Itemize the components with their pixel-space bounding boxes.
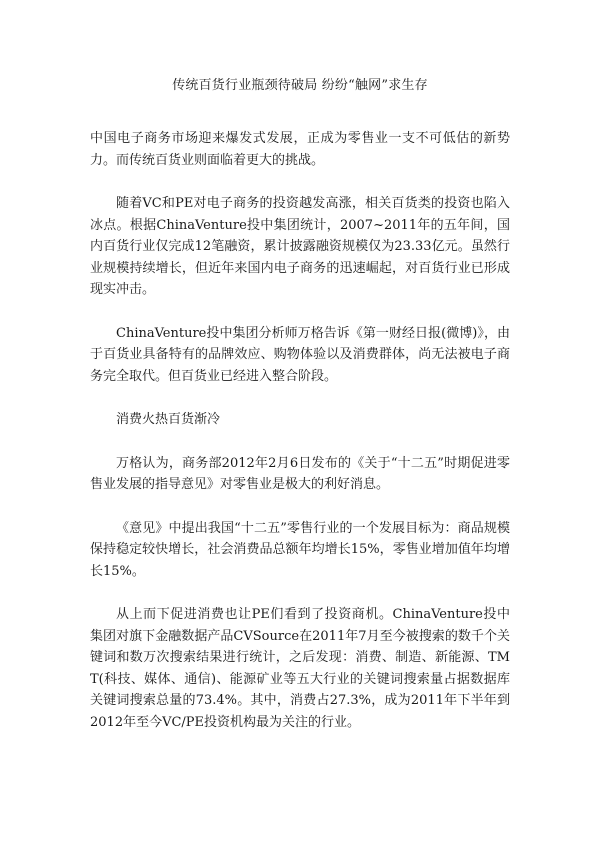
paragraph-statistics: 从上而下促进消费也让PE们看到了投资商机。ChinaVenture投中集团对旗下金融数据产品CVSource在2011年7月至今被搜索的数千个关键词和数万次搜索结果进行统计，之后发现：消费、制造、新能源、TMT(科技、媒体、通信)、能源矿业等五大行业的关键词搜索量占据数据库关键词搜索总量的73.4%。其中，消费占27.3%，成为2011年下半年到2012年至今VC/PE投资机构最为关注的行业。 (90, 607, 510, 730)
paragraph-analyst: ChinaVenture投中集团分析师万格告诉《第一财经日报(微博)》，由于百货业具备特有的品牌效应、购物体验以及消费群体，尚无法被电子商务完全取代。但百货业已经进入整合阶段。 (90, 325, 510, 384)
paragraph-policy: 万格认为，商务部2012年2月6日发布的《关于“十二五”时期促进零售业发展的指导意见》对零售业是极大的利好消息。 (90, 455, 510, 492)
paragraph-opinion: 《意见》中提出我国“十二五”零售行业的一个发展目标为：商品规模保持稳定较快增长，社会消费品总额年均增长15%，零售业增加值年均增长15%。 (90, 520, 510, 579)
document-title: 传统百货行业瓶颈待破局 纷纷“触网”求生存 (172, 78, 428, 93)
paragraph-spacer (90, 431, 510, 453)
paragraph-investment: 随着VC和PE对电子商务的投资越发高涨，相关百货类的投资也陷入冰点。根据ChinaVenture投中集团统计，2007~2011年的五年间，国内百货行业仅完成12笔融资，累计披露融资规模仅为23.33亿元。虽然行业规模持续增长，但近年来国内电子商务的迅速崛起，对百货行业已形成现实冲击。 (90, 196, 510, 297)
paragraph-intro: 中国电子商务市场迎来爆发式发展，正成为零售业一支不可低估的新势力。而传统百货业则面临着更大的挑战。 (90, 131, 510, 168)
paragraph-spacer (90, 387, 510, 409)
section-subheading: 消费火热百货渐冷 (116, 412, 221, 427)
paragraph-spacer (90, 301, 510, 323)
paragraph-spacer (90, 496, 510, 518)
paragraph-spacer (90, 582, 510, 604)
paragraph-spacer (90, 171, 510, 193)
